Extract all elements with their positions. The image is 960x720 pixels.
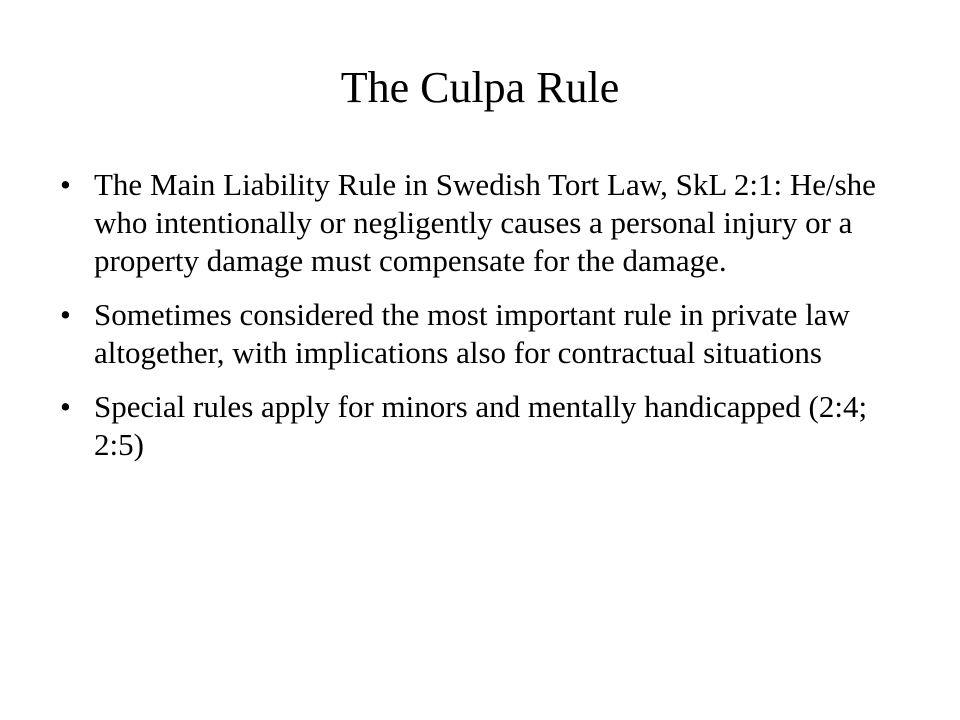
bullet-list [60, 166, 920, 480]
bullet-text: The Main Liability Rule in Swedish Tort Law, SkL 2:1: He/she who intentionally or negligently causes a personal injury or a property damage must compensate for the damage. [94, 167, 876, 278]
bullet-icon: • [60, 389, 71, 424]
bullet-text: Special rules apply for minors and mentally handicapped (2:4; 2:5) [94, 389, 868, 462]
bullet-icon: • [60, 167, 71, 202]
bullet-item [60, 388, 920, 464]
bullet-text: Sometimes considered the most important rule in private law altogether, with implications also for contractual situations [94, 297, 850, 370]
bullet-icon: • [60, 297, 71, 332]
bullet-item [60, 296, 920, 372]
bullet-item [60, 166, 920, 280]
slide-title: The Culpa Rule [340, 63, 620, 112]
